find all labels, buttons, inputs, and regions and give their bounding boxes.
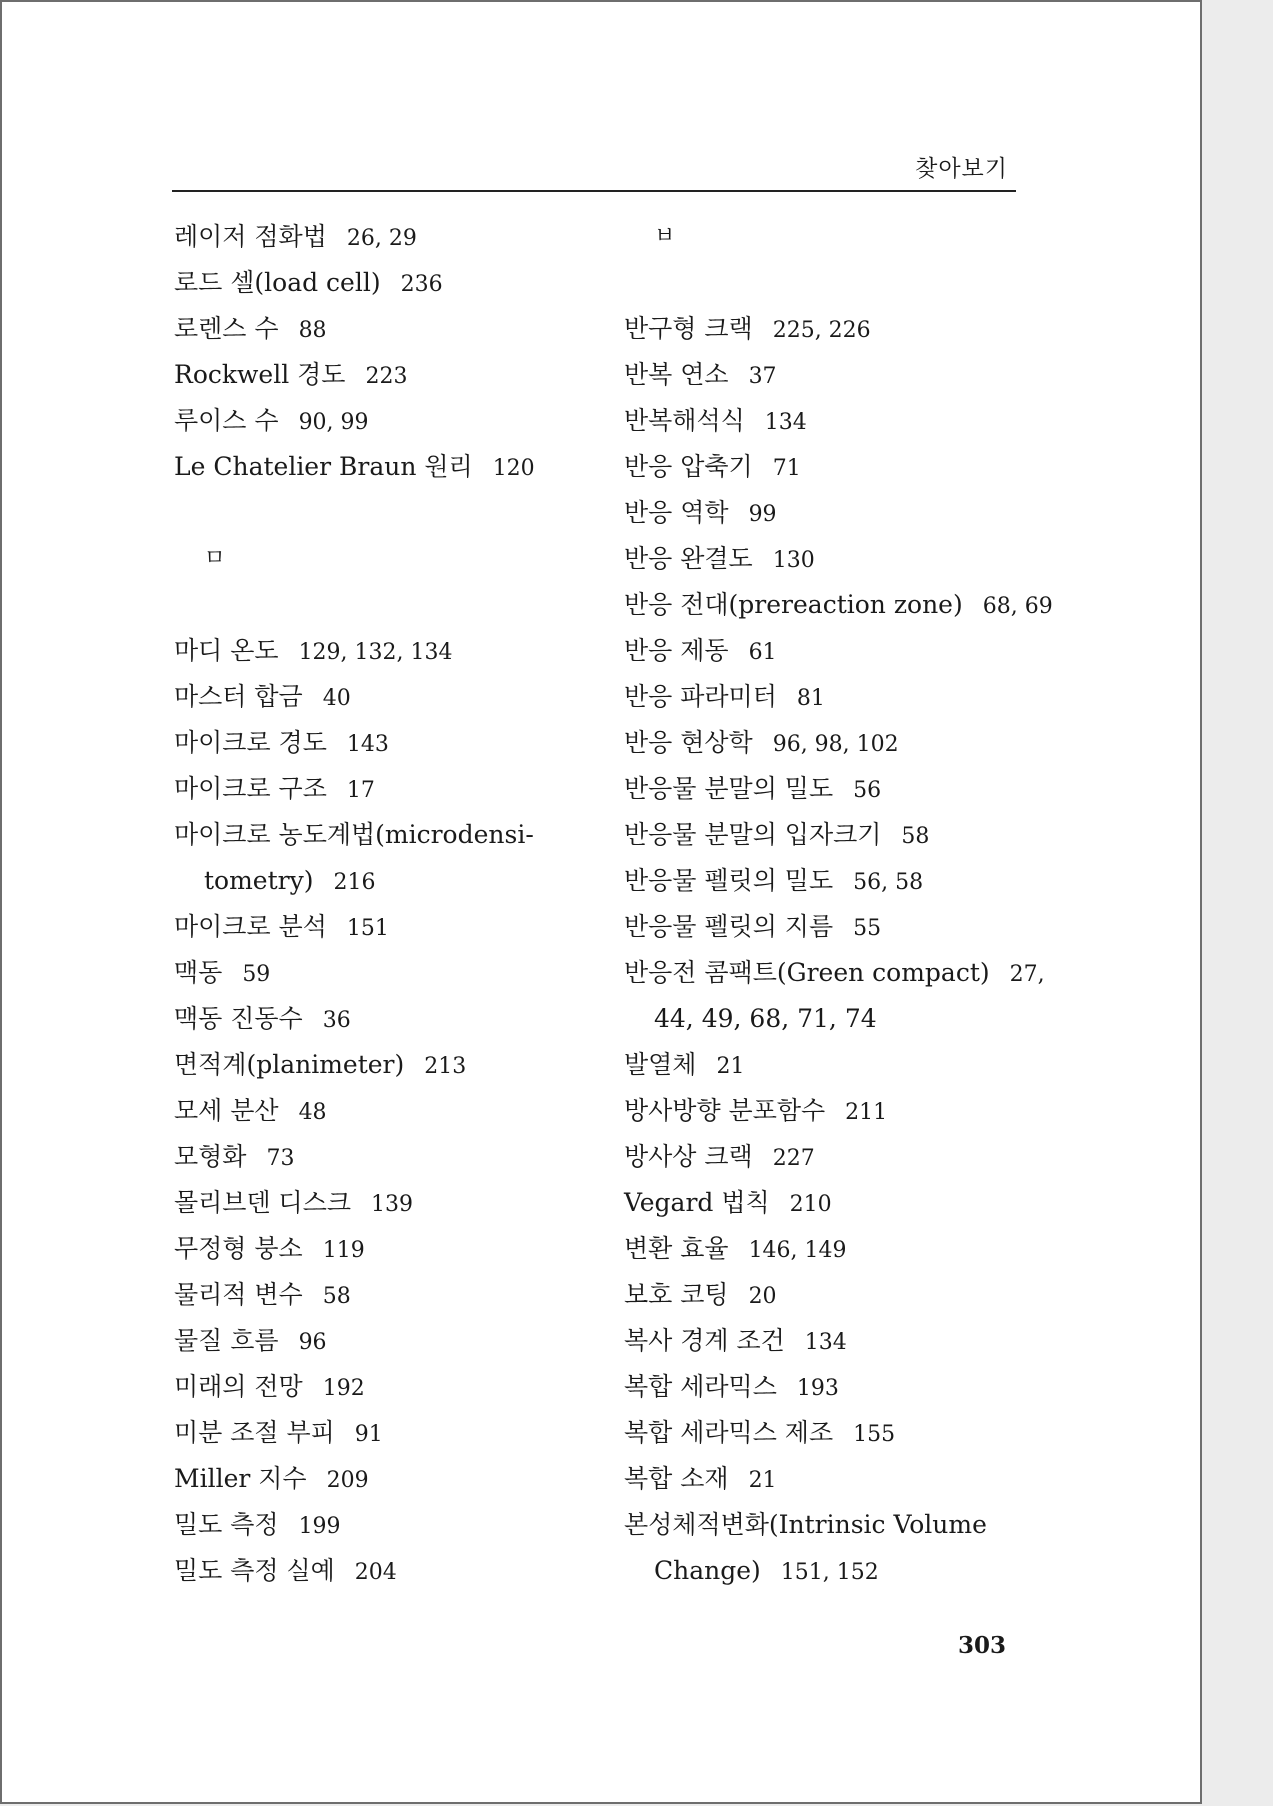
index-entry: 밀도 측정 실예 204: [174, 1556, 397, 1585]
section-spacer: [174, 490, 594, 536]
index-entry: 반응 압축기 71: [624, 452, 801, 481]
index-entry: 반응물 펠릿의 밀도 56, 58: [624, 866, 924, 895]
index-entry-continuation: tometry) 216: [204, 866, 376, 895]
index-entry-continuation: Change) 151, 152: [654, 1556, 879, 1585]
section-spacer: [174, 582, 594, 628]
index-entry: Le Chatelier Braun 원리 120: [174, 452, 535, 481]
index-entry: 변환 효율 146, 149: [624, 1234, 847, 1263]
index-entry: 본성체적변화(Intrinsic Volume: [624, 1510, 987, 1539]
index-entry: 루이스 수 90, 99: [174, 406, 369, 435]
index-entry: 마이크로 농도계법(microdensi-: [174, 820, 534, 849]
index-entry: 보호 코팅 20: [624, 1280, 777, 1309]
index-entry-continuation: 44, 49, 68, 71, 74: [654, 1004, 877, 1033]
index-entry: 반응 전대(prereaction zone) 68, 69: [624, 590, 1053, 619]
index-entry: 반응물 분말의 밀도 56: [624, 774, 882, 803]
index-entry: Miller 지수 209: [174, 1464, 369, 1493]
index-entry: 복합 세라믹스 193: [624, 1372, 839, 1401]
index-entry: 마스터 합금 40: [174, 682, 351, 711]
index-entry: 반응 파라미터 81: [624, 682, 825, 711]
running-header-title: 찾아보기: [915, 156, 1008, 182]
section-heading-mieum: ㅁ: [204, 546, 226, 571]
page-number: 303: [958, 1632, 1007, 1659]
index-entry: 무정형 붕소 119: [174, 1234, 365, 1263]
index-entry: 모세 분산 48: [174, 1096, 327, 1125]
index-entry: 맥동 진동수 36: [174, 1004, 351, 1033]
section-spacer: [624, 260, 1044, 306]
index-entry: 물질 흐름 96: [174, 1326, 327, 1355]
index-entry: 미분 조절 부피 91: [174, 1418, 383, 1447]
index-entry: 로드 셀(load cell) 236: [174, 268, 443, 297]
index-column-left: [174, 214, 594, 1594]
index-entry: 반응 현상학 96, 98, 102: [624, 728, 899, 757]
index-entry: 모형화 73: [174, 1142, 295, 1171]
index-entry: 면적계(planimeter) 213: [174, 1050, 467, 1079]
index-entry: 반응물 펠릿의 지름 55: [624, 912, 882, 941]
index-entry: 맥동 59: [174, 958, 271, 987]
index-entry: 발열체 21: [624, 1050, 745, 1079]
index-entry: 반응전 콤팩트(Green compact) 27,: [624, 958, 1045, 987]
index-entry: 몰리브덴 디스크 139: [174, 1188, 413, 1217]
index-entry: 복사 경계 조건 134: [624, 1326, 847, 1355]
index-entry: 미래의 전망 192: [174, 1372, 365, 1401]
index-entry: 물리적 변수 58: [174, 1280, 351, 1309]
index-entry: 반응 완결도 130: [624, 544, 815, 573]
index-entry: 방사상 크랙 227: [624, 1142, 815, 1171]
header-rule: [172, 190, 1016, 192]
section-heading-bieup: ㅂ: [654, 224, 676, 249]
index-entry: 반응 역학 99: [624, 498, 777, 527]
index-entry: 밀도 측정 199: [174, 1510, 341, 1539]
index-entry: 복합 세라믹스 제조 155: [624, 1418, 896, 1447]
index-entry: 방사방향 분포함수 211: [624, 1096, 888, 1125]
index-entry: 마이크로 경도 143: [174, 728, 389, 757]
index-entry: 반복해석식 134: [624, 406, 807, 435]
index-entry: 복합 소재 21: [624, 1464, 777, 1493]
index-entry: 마이크로 분석 151: [174, 912, 389, 941]
index-entry: 반구형 크랙 225, 226: [624, 314, 871, 343]
index-entry: 마디 온도 129, 132, 134: [174, 636, 453, 665]
index-entry: 로렌스 수 88: [174, 314, 327, 343]
index-entry: 레이저 점화법 26, 29: [174, 222, 417, 251]
index-entry: 반복 연소 37: [624, 360, 777, 389]
index-entry: 마이크로 구조 17: [174, 774, 375, 803]
index-entry: Vegard 법칙 210: [624, 1188, 832, 1217]
index-entry: 반응 제동 61: [624, 636, 777, 665]
index-entry: 반응물 분말의 입자크기 58: [624, 820, 930, 849]
index-entry: Rockwell 경도 223: [174, 360, 408, 389]
index-column-right: [624, 214, 1053, 1594]
